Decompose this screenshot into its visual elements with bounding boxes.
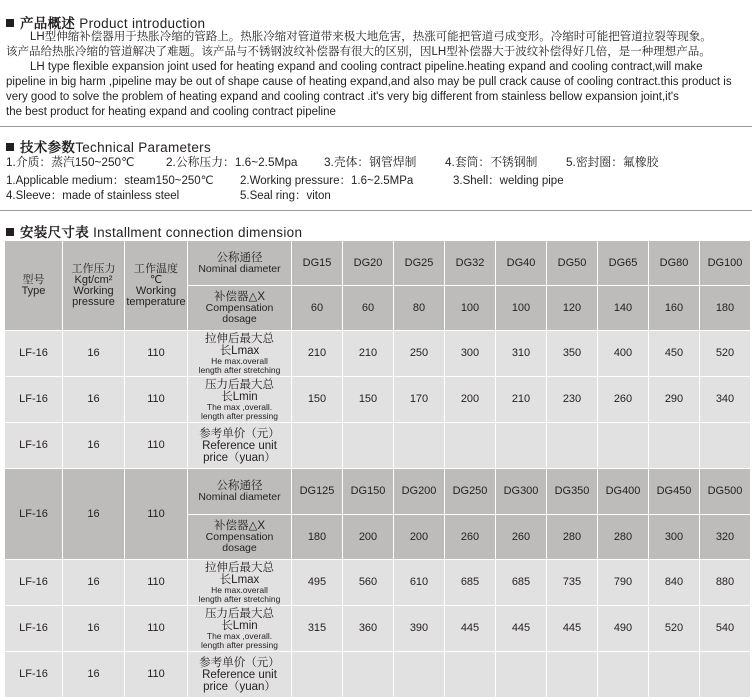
param-seal-en: 5.Seal ring：viton: [240, 190, 331, 202]
size-cell: DG200: [394, 469, 445, 515]
size-cell: DG65: [598, 241, 649, 286]
lmax-cell: 520: [700, 331, 751, 377]
lmin-cell: 210: [496, 377, 547, 423]
intro-en-line: very good to solve the problem of heating expand and cooling contract .it's very big different from stainless bellow expansion joint,it's: [6, 91, 679, 103]
comp-cell: 200: [343, 515, 394, 560]
lmax-cell: 250: [394, 331, 445, 377]
pressure-cell: 16: [63, 469, 125, 560]
comp-cell: 180: [700, 286, 751, 331]
lmax-cell: 495: [292, 560, 343, 606]
pressure-header: 工作压力 Kgt/cm² Working pressure: [63, 241, 125, 331]
size-cell: DG25: [394, 241, 445, 286]
price-cell: [700, 652, 751, 698]
size-cell: DG20: [343, 241, 394, 286]
price-label: 参考单价（元） Reference unit price（yuan）: [188, 652, 292, 698]
type-cell: LF-16: [5, 469, 63, 560]
lmin-cell: 520: [649, 606, 700, 652]
table-row: [5, 377, 751, 423]
comp-cell: 100: [496, 286, 547, 331]
table-row: [5, 606, 751, 652]
temperature-header: 工作温度 ℃ Working temperature: [125, 241, 188, 331]
lmax-label: 拉伸后最大总 长Lmax He max.overall length after stretching: [188, 331, 292, 377]
bullet-square-icon: [6, 19, 14, 27]
size-cell: DG300: [496, 469, 547, 515]
size-cell: DG50: [547, 241, 598, 286]
param-sleeve-en: 4.Sleeve：made of stainless steel: [6, 190, 180, 202]
lmax-cell: 210: [343, 331, 394, 377]
size-cell: DG80: [649, 241, 700, 286]
size-cell: DG32: [445, 241, 496, 286]
lmin-cell: 290: [649, 377, 700, 423]
price-cell: [547, 423, 598, 469]
comp-cell: 80: [394, 286, 445, 331]
price-cell: [598, 423, 649, 469]
comp-cell: 120: [547, 286, 598, 331]
type-cell: LF-16: [5, 606, 63, 652]
lmin-cell: 390: [394, 606, 445, 652]
price-cell: [598, 652, 649, 698]
compensation-label: 补偿器△X Compensation dosage: [188, 515, 292, 560]
price-cell: [496, 423, 547, 469]
comp-cell: 100: [445, 286, 496, 331]
type-header: 型号 Type: [5, 241, 63, 331]
temperature-cell: 110: [125, 377, 188, 423]
bullet-square-icon: [6, 143, 14, 151]
comp-cell: 200: [394, 515, 445, 560]
lmax-cell: 790: [598, 560, 649, 606]
lmin-label: 压力后最大总 长Lmin The max ,overall. length after pressing: [188, 377, 292, 423]
table-row: [5, 331, 751, 377]
comp-cell: 300: [649, 515, 700, 560]
price-cell: [445, 423, 496, 469]
size-cell: DG250: [445, 469, 496, 515]
temperature-cell: 110: [125, 469, 188, 560]
pressure-cell: 16: [63, 377, 125, 423]
lmin-cell: 200: [445, 377, 496, 423]
lmin-cell: 150: [292, 377, 343, 423]
lmax-cell: 310: [496, 331, 547, 377]
product-intro-title: 产品概述 Product introduction: [6, 12, 205, 32]
dimension-title: 安装尺寸表 Installment connection dimension: [6, 221, 302, 241]
product-intro-text: [6, 30, 751, 120]
divider: [0, 210, 752, 211]
size-cell: DG150: [343, 469, 394, 515]
table-row: [5, 560, 751, 606]
lmin-cell: 340: [700, 377, 751, 423]
table-row: [5, 423, 751, 469]
lmin-cell: 445: [547, 606, 598, 652]
price-cell: [394, 423, 445, 469]
temperature-cell: 110: [125, 423, 188, 469]
lmin-label: 压力后最大总 长Lmin The max ,overall. length after pressing: [188, 606, 292, 652]
technical-parameters-title: 技术参数Technical Parameters: [6, 136, 211, 156]
param-shell-cn: 3.壳体：钢管焊制: [324, 155, 417, 169]
pressure-cell: 16: [63, 652, 125, 698]
lmin-cell: 150: [343, 377, 394, 423]
price-cell: [292, 423, 343, 469]
table-row: [5, 469, 751, 515]
price-cell: [445, 652, 496, 698]
lmin-cell: 540: [700, 606, 751, 652]
lmax-cell: 840: [649, 560, 700, 606]
price-cell: [343, 423, 394, 469]
nominal-diameter-label: 公称通径 Nominal diameter: [188, 241, 292, 286]
pressure-cell: 16: [63, 423, 125, 469]
size-cell: DG15: [292, 241, 343, 286]
price-label: 参考单价（元） Reference unit price（yuan）: [188, 423, 292, 469]
price-cell: [649, 423, 700, 469]
pressure-cell: 16: [63, 606, 125, 652]
intro-cn-line: LH型伸缩补偿器用于热胀冷缩的管路上。热胀冷缩对管道带来极大地危害，热涨可能把管道弓成变形。冷缩时可能把管道拉裂等现象。: [30, 31, 712, 43]
nominal-diameter-label: 公称通径 Nominal diameter: [188, 469, 292, 515]
comp-cell: 160: [649, 286, 700, 331]
price-cell: [292, 652, 343, 698]
param-seal-cn: 5.密封圈：氟橡胶: [566, 155, 659, 169]
lmax-cell: 685: [496, 560, 547, 606]
type-cell: LF-16: [5, 423, 63, 469]
comp-cell: 280: [547, 515, 598, 560]
intro-en-line: pipeline in big harm ,pipeline may be out of shape cause of heating expand,and also may be pull crack cause of cooling contract.this product is: [6, 76, 732, 88]
lmin-cell: 315: [292, 606, 343, 652]
param-medium-cn: 1.介质：蒸汽150~250℃: [6, 155, 135, 169]
comp-cell: 260: [445, 515, 496, 560]
price-cell: [394, 652, 445, 698]
temperature-cell: 110: [125, 331, 188, 377]
pressure-cell: 16: [63, 560, 125, 606]
size-cell: DG450: [649, 469, 700, 515]
table-row: [5, 652, 751, 698]
size-cell: DG500: [700, 469, 751, 515]
lmax-cell: 880: [700, 560, 751, 606]
lmax-label: 拉伸后最大总 长Lmax He max.overall length after stretching: [188, 560, 292, 606]
divider: [0, 126, 752, 127]
lmin-cell: 445: [496, 606, 547, 652]
temperature-cell: 110: [125, 560, 188, 606]
param-shell-en: 3.Shell：welding pipe: [453, 175, 564, 187]
comp-cell: 60: [343, 286, 394, 331]
comp-cell: 180: [292, 515, 343, 560]
lmax-cell: 350: [547, 331, 598, 377]
price-cell: [547, 652, 598, 698]
type-cell: LF-16: [5, 331, 63, 377]
intro-cn-line: 该产品给热胀冷缩的管道解决了难题。该产品与不锈钢波纹补偿器有很大的区别，因LH型补偿器大于波纹补偿得好几倍，是一种理想产品。: [6, 46, 711, 58]
comp-cell: 140: [598, 286, 649, 331]
comp-cell: 320: [700, 515, 751, 560]
size-cell: DG400: [598, 469, 649, 515]
intro-en-line: the best product for heating expand and cooling contract pipeline: [6, 106, 336, 118]
lmin-cell: 445: [445, 606, 496, 652]
size-cell: DG40: [496, 241, 547, 286]
type-cell: LF-16: [5, 652, 63, 698]
param-medium-en: 1.Applicable medium：steam150~250℃: [6, 175, 214, 187]
temperature-cell: 110: [125, 652, 188, 698]
dimension-table: [4, 240, 751, 698]
bullet-square-icon: [6, 228, 14, 236]
comp-cell: 60: [292, 286, 343, 331]
param-pressure-en: 2.Working pressure：1.6~2.5MPa: [240, 175, 414, 187]
type-cell: LF-16: [5, 377, 63, 423]
intro-en-line: LH type flexible expansion joint used for heating expand and cooling contract pipeline.heating expand and cooling contract,will make: [30, 61, 703, 73]
param-pressure-cn: 2.公称压力：1.6~2.5Mpa: [166, 155, 298, 169]
lmin-cell: 170: [394, 377, 445, 423]
table-row: [5, 241, 751, 286]
comp-cell: 260: [496, 515, 547, 560]
price-cell: [649, 652, 700, 698]
size-cell: DG100: [700, 241, 751, 286]
price-cell: [343, 652, 394, 698]
type-cell: LF-16: [5, 560, 63, 606]
lmax-cell: 300: [445, 331, 496, 377]
compensation-label: 补偿器△X Compensation dosage: [188, 286, 292, 331]
lmax-cell: 685: [445, 560, 496, 606]
price-cell: [700, 423, 751, 469]
lmin-cell: 490: [598, 606, 649, 652]
lmax-cell: 560: [343, 560, 394, 606]
lmin-cell: 260: [598, 377, 649, 423]
pressure-cell: 16: [63, 331, 125, 377]
lmin-cell: 360: [343, 606, 394, 652]
temperature-cell: 110: [125, 606, 188, 652]
lmax-cell: 400: [598, 331, 649, 377]
comp-cell: 280: [598, 515, 649, 560]
lmax-cell: 450: [649, 331, 700, 377]
price-cell: [496, 652, 547, 698]
lmax-cell: 210: [292, 331, 343, 377]
lmax-cell: 735: [547, 560, 598, 606]
size-cell: DG125: [292, 469, 343, 515]
lmax-cell: 610: [394, 560, 445, 606]
lmin-cell: 230: [547, 377, 598, 423]
size-cell: DG350: [547, 469, 598, 515]
param-sleeve-cn: 4.套筒：不锈钢制: [445, 155, 538, 169]
